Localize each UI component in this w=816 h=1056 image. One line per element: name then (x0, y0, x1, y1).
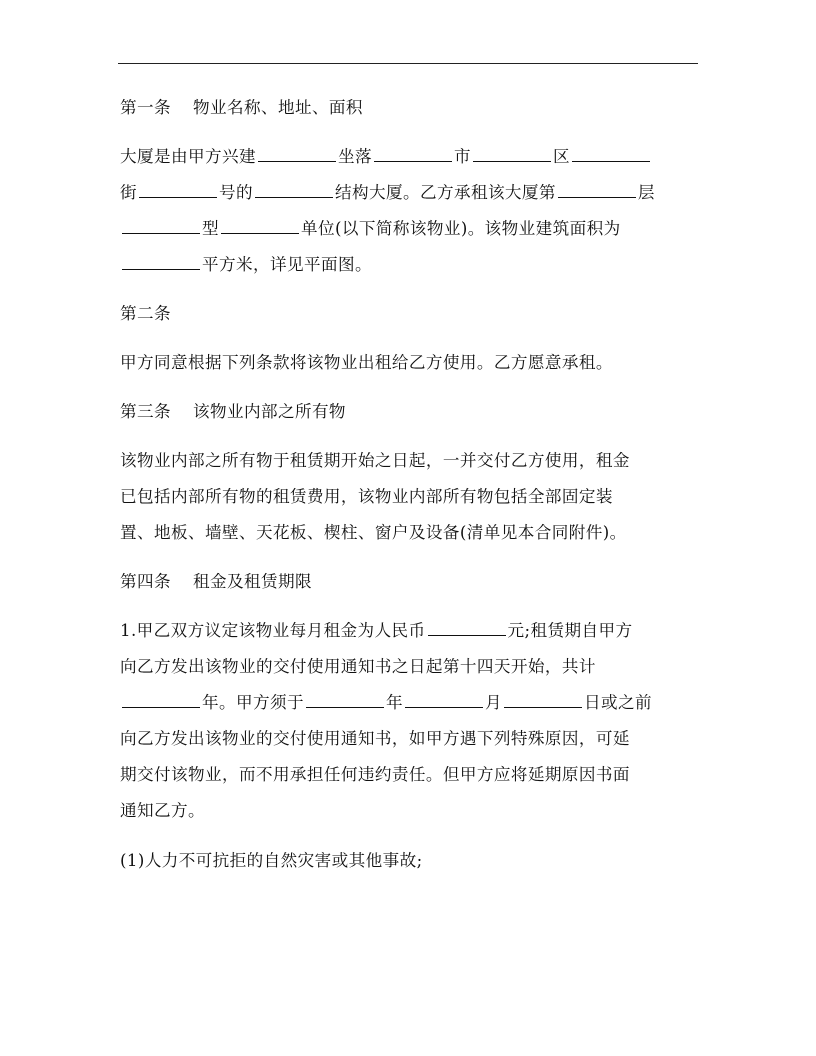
article-3-line-3: 置、地板、墙壁、天花板、楔柱、窗户及设备(清单见本合同附件)。 (120, 523, 627, 542)
article-4-line-1: 1.甲乙双方议定该物业每月租金为人民币 元;租赁期自甲方 (120, 621, 633, 640)
contract-body (120, 90, 696, 879)
article-1-line-3: 型 单位(以下简称该物业)。该物业建筑面积为 (120, 211, 696, 247)
article-4-line-3: 年。甲方须于 年 月 日或之前 (120, 685, 696, 721)
article-4-title: 租金及租赁期限 (192, 572, 312, 591)
article-4-line-6: 通知乙方。 (120, 801, 205, 820)
blank-field[interactable] (504, 706, 582, 708)
blank-field[interactable] (405, 706, 483, 708)
blank-field[interactable] (428, 634, 506, 636)
blank-field[interactable] (122, 232, 200, 234)
article-4-heading (120, 564, 696, 600)
header-rule (118, 63, 698, 64)
article-3-line-1: 该物业内部之所有物于租赁期开始之日起，一并交付乙方使用，租金 (120, 451, 630, 470)
article-4-item-1: (1)人力不可抗拒的自然灾害或其他事故; (120, 851, 423, 870)
article-3-number: 第三条 (120, 402, 171, 421)
blank-field[interactable] (122, 706, 200, 708)
blank-field[interactable] (258, 160, 336, 162)
article-1-title: 物业名称、地址、面积 (192, 98, 363, 117)
blank-field[interactable] (255, 196, 333, 198)
article-3-line-2: 已包括内部所有物的租赁费用，该物业内部所有物包括全部固定装 (120, 487, 613, 506)
blank-field[interactable] (374, 160, 452, 162)
article-1-heading (120, 90, 696, 126)
article-3-title: 该物业内部之所有物 (192, 402, 346, 421)
blank-field[interactable] (221, 232, 299, 234)
article-1-body (120, 139, 696, 283)
article-2-number: 第二条 (120, 304, 171, 323)
article-2-heading (120, 296, 696, 332)
article-4-number: 第四条 (120, 572, 171, 591)
article-3-body (120, 443, 696, 551)
article-4-line-5: 期交付该物业，而不用承担任何违约责任。但甲方应将延期原因书面 (120, 765, 630, 784)
article-1-line-4: 平方米，详见平面图。 (120, 247, 696, 283)
blank-field[interactable] (139, 196, 217, 198)
article-1-number: 第一条 (120, 98, 171, 117)
article-1-line-1: 大厦是由甲方兴建 坐落 市 区 (120, 139, 696, 175)
article-3-heading (120, 394, 696, 430)
article-4-line-2: 向乙方发出该物业的交付使用通知书之日起第十四天开始，共计 (120, 657, 596, 676)
article-2-body: 甲方同意根据下列条款将该物业出租给乙方使用。乙方愿意承租。 (120, 353, 613, 372)
article-1-line-2: 街 号的 结构大厦。乙方承租该大厦第 层 (120, 183, 655, 202)
blank-field[interactable] (572, 160, 650, 162)
blank-field[interactable] (473, 160, 551, 162)
blank-field[interactable] (122, 268, 200, 270)
blank-field[interactable] (558, 196, 636, 198)
blank-field[interactable] (306, 706, 384, 708)
article-4-clause-1 (120, 613, 696, 829)
article-4-line-4: 向乙方发出该物业的交付使用通知书，如甲方遇下列特殊原因，可延 (120, 729, 630, 748)
